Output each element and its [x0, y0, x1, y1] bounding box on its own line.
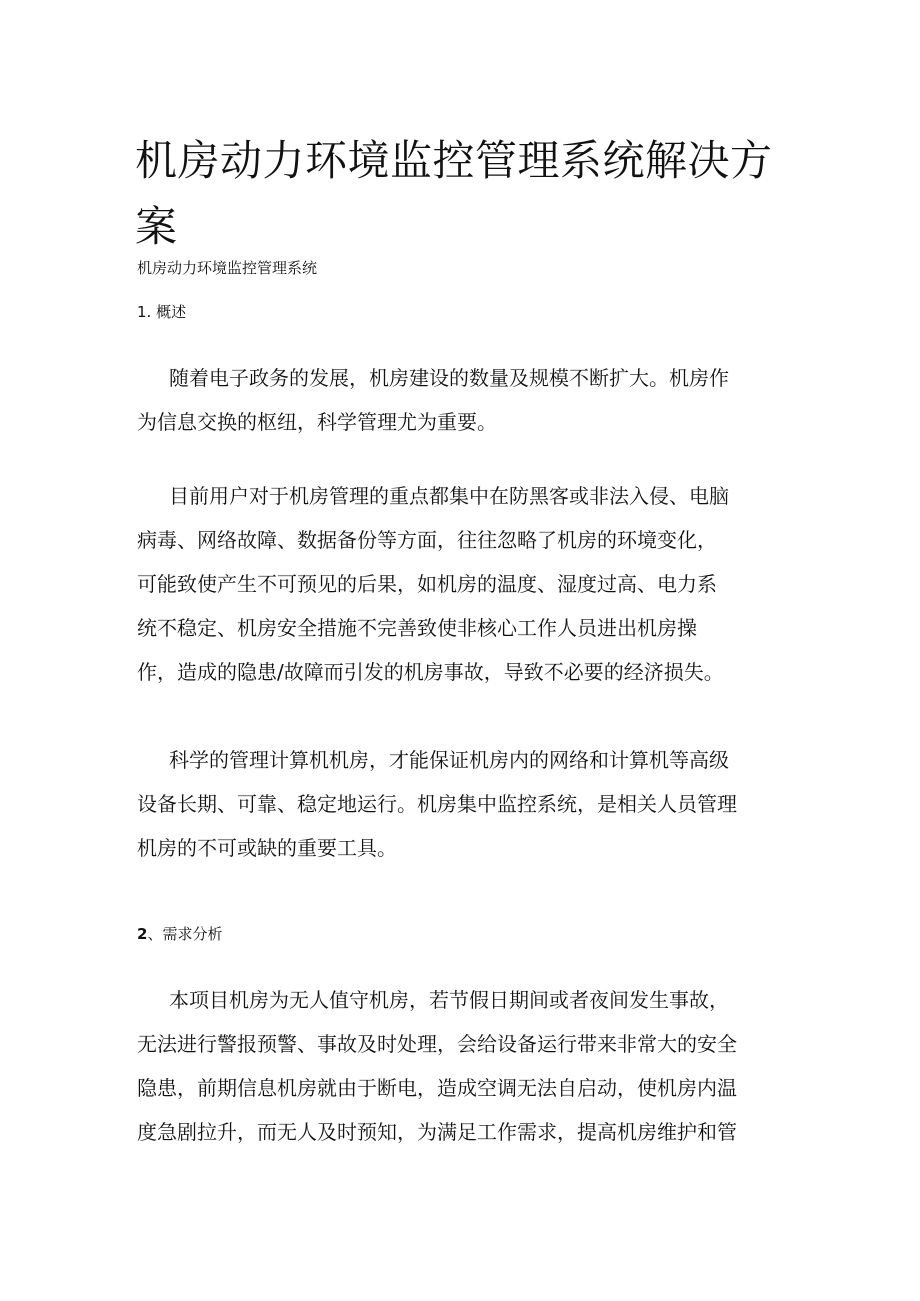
paragraph-line: 为信息交换的枢纽，科学管理尤为重要。	[137, 410, 497, 434]
paragraph	[137, 738, 787, 870]
section-number: 1.	[137, 303, 152, 321]
section-heading-overview	[137, 300, 186, 324]
section-number: 2	[137, 925, 148, 943]
paragraph-line: 本项目机房为无人值守机房，若节假日期间或者夜间发生事故，	[169, 988, 729, 1012]
paragraph-line: 机房的不可或缺的重要工具。	[137, 836, 397, 860]
paragraph-line: 度急剧拉升，而无人及时预知，为满足工作需求，提高机房维护和管	[137, 1120, 737, 1144]
paragraph-line: 设备长期、可靠、稳定地运行。机房集中监控系统，是相关人员管理	[137, 792, 737, 816]
paragraph	[137, 356, 787, 444]
section-heading-requirements	[137, 922, 222, 946]
paragraph-line: 随着电子政务的发展，机房建设的数量及规模不断扩大。机房作	[169, 366, 729, 390]
document-subtitle: 机房动力环境监控管理系统	[137, 259, 318, 277]
paragraph	[137, 978, 787, 1154]
paragraph-line: 病毒、网络故障、数据备份等方面，往往忽略了机房的环境变化，	[137, 528, 717, 552]
paragraph-line: 无法进行警报预警、事故及时处理，会给设备运行带来非常大的安全	[137, 1032, 737, 1056]
section-title: 概述	[156, 303, 187, 321]
paragraph-line: 可能致使产生不可预见的后果，如机房的温度、湿度过高、电力系	[137, 572, 717, 596]
document-title: 机房动力环境监控管理系统解决方案	[135, 136, 773, 251]
paragraph	[137, 474, 787, 694]
section-title: 、需求分析	[147, 925, 223, 943]
paragraph-line: 作，造成的隐患/故障而引发的机房事故，导致不必要的经济损失。	[137, 660, 724, 684]
paragraph-line: 科学的管理计算机机房，才能保证机房内的网络和计算机等高级	[169, 748, 729, 772]
paragraph-line: 统不稳定、机房安全措施不完善致使非核心工作人员进出机房操	[137, 616, 697, 640]
paragraph-line: 目前用户对于机房管理的重点都集中在防黑客或非法入侵、电脑	[169, 484, 729, 508]
paragraph-line: 隐患，前期信息机房就由于断电，造成空调无法自启动，使机房内温	[137, 1076, 737, 1100]
